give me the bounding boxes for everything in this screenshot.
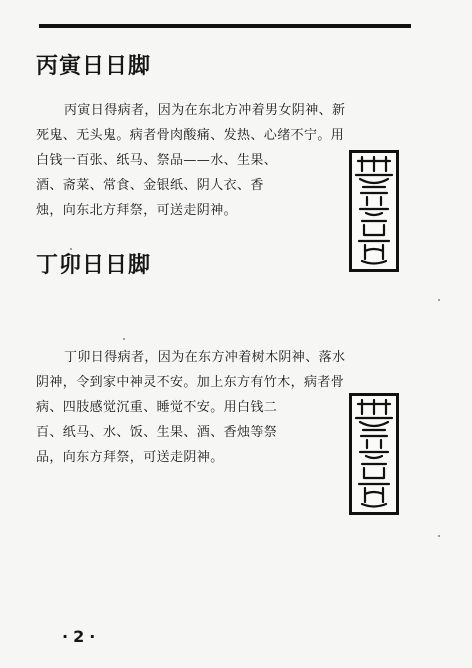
body-line: 丙寅日得病者，因为在东北方冲着男女阴神、新 (64, 103, 346, 118)
paper-speck (70, 248, 72, 250)
body-line: 死鬼、无头鬼。病者骨肉酸痛、发热、心绪不宁。用 (36, 128, 345, 143)
talisman-seal-icon (349, 393, 399, 515)
paper-speck (438, 535, 440, 537)
paper-speck (123, 338, 125, 340)
body-line: 烛，向东北方拜祭，可送走阴神。 (36, 203, 238, 218)
body-line: 白钱一百张、纸马、祭品——水、生果、 (36, 153, 278, 168)
body-line: 品，向东方拜祭，可送走阴神。 (36, 450, 224, 465)
page-number: ·2· (62, 627, 101, 646)
section-heading: 丙寅日日脚 (36, 54, 152, 79)
body-line: 酒、斋菜、常食、金银纸、阴人衣、香 (36, 178, 264, 193)
body-line: 阴神，令到家中神灵不安。加上东方有竹木，病者骨 (36, 375, 345, 390)
body-line: 百、纸马、水、饭、生果、酒、香烛等祭 (36, 425, 278, 440)
talisman-seal-icon (349, 150, 399, 272)
top-rule (39, 24, 411, 28)
section-heading: 丁卯日日脚 (36, 253, 152, 278)
paper-speck (438, 299, 440, 301)
body-line: 病、四肢感觉沉重、睡觉不安。用白钱二 (36, 400, 278, 415)
body-line: 丁卯日得病者，因为在东方冲着树木阴神、落水 (64, 350, 346, 365)
